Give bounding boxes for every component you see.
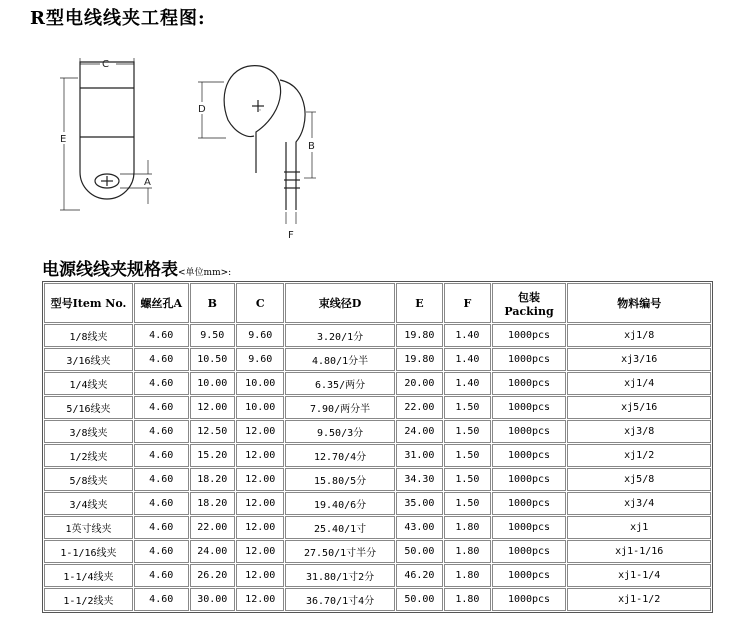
cell-b: 18.20: [190, 468, 235, 491]
cell-d: 12.70/4分: [285, 444, 394, 467]
cell-b: 9.50: [190, 324, 235, 347]
cell-c: 12.00: [236, 588, 285, 611]
cell-code: xj1/4: [567, 372, 711, 395]
cell-e: 20.00: [396, 372, 444, 395]
cell-pack: 1000pcs: [492, 348, 567, 371]
cell-a: 4.60: [134, 372, 189, 395]
cell-pack: 1000pcs: [492, 564, 567, 587]
cell-c: 9.60: [236, 348, 285, 371]
cell-e: 22.00: [396, 396, 444, 419]
cell-d: 19.40/6分: [285, 492, 394, 515]
cell-code: xj5/8: [567, 468, 711, 491]
table-row: [44, 492, 711, 515]
cell-b: 15.20: [190, 444, 235, 467]
cell-e: 46.20: [396, 564, 444, 587]
page-title: R型电线线夹工程图:: [30, 8, 206, 29]
cell-code: xj1-1/4: [567, 564, 711, 587]
table-row: [44, 468, 711, 491]
cell-d: 7.90/两分半: [285, 396, 394, 419]
cell-pack: 1000pcs: [492, 444, 567, 467]
cell-model: 1英寸线夹: [44, 516, 133, 539]
label-a: A: [144, 177, 151, 188]
cell-c: 12.00: [236, 516, 285, 539]
cell-a: 4.60: [134, 588, 189, 611]
cell-c: 10.00: [236, 372, 285, 395]
cell-model: 1-1/2线夹: [44, 588, 133, 611]
header-c: C: [236, 283, 285, 323]
table-unit: <单位mm>:: [178, 268, 232, 278]
cell-e: 50.00: [396, 588, 444, 611]
cell-code: xj1/2: [567, 444, 711, 467]
cell-code: xj3/4: [567, 492, 711, 515]
cell-pack: 1000pcs: [492, 588, 567, 611]
cell-c: 12.00: [236, 444, 285, 467]
cell-f: 1.40: [444, 324, 490, 347]
cell-model: 3/4线夹: [44, 492, 133, 515]
cell-c: 12.00: [236, 540, 285, 563]
cell-pack: 1000pcs: [492, 420, 567, 443]
cell-code: xj5/16: [567, 396, 711, 419]
cell-code: xj1/8: [567, 324, 711, 347]
header-model: 型号Item No.: [44, 283, 133, 323]
cell-a: 4.60: [134, 444, 189, 467]
table-row: [44, 348, 711, 371]
table-row: [44, 420, 711, 443]
cell-model: 1/4线夹: [44, 372, 133, 395]
cell-d: 6.35/两分: [285, 372, 394, 395]
cell-f: 1.50: [444, 492, 490, 515]
cell-f: 1.50: [444, 468, 490, 491]
cell-f: 1.80: [444, 516, 490, 539]
header-screw: 螺丝孔A: [134, 283, 189, 323]
cell-pack: 1000pcs: [492, 492, 567, 515]
cell-d: 4.80/1分半: [285, 348, 394, 371]
cell-d: 36.70/1寸4分: [285, 588, 394, 611]
cell-b: 22.00: [190, 516, 235, 539]
cell-b: 24.00: [190, 540, 235, 563]
cell-a: 4.60: [134, 540, 189, 563]
header-bundle: 束线径D: [285, 283, 394, 323]
cell-a: 4.60: [134, 324, 189, 347]
cell-b: 10.50: [190, 348, 235, 371]
table-row: [44, 444, 711, 467]
cell-a: 4.60: [134, 468, 189, 491]
table-row: [44, 324, 711, 347]
table-row: [44, 540, 711, 563]
cell-model: 3/8线夹: [44, 420, 133, 443]
cell-model: 3/16线夹: [44, 348, 133, 371]
cell-pack: 1000pcs: [492, 468, 567, 491]
header-f: F: [444, 283, 490, 323]
cell-model: 1-1/4线夹: [44, 564, 133, 587]
cell-pack: 1000pcs: [492, 540, 567, 563]
cell-model: 1/8线夹: [44, 324, 133, 347]
cell-e: 34.30: [396, 468, 444, 491]
cell-pack: 1000pcs: [492, 516, 567, 539]
table-title: [42, 255, 231, 280]
cell-f: 1.80: [444, 540, 490, 563]
clamp-side-outline: [224, 66, 280, 173]
cell-b: 18.20: [190, 492, 235, 515]
cell-e: 19.80: [396, 324, 444, 347]
cell-model: 1/2线夹: [44, 444, 133, 467]
cell-d: 15.80/5分: [285, 468, 394, 491]
cell-b: 12.00: [190, 396, 235, 419]
table-row: [44, 396, 711, 419]
cell-code: xj3/16: [567, 348, 711, 371]
cell-c: 9.60: [236, 324, 285, 347]
cell-c: 12.00: [236, 468, 285, 491]
cell-e: 24.00: [396, 420, 444, 443]
cell-f: 1.50: [444, 444, 490, 467]
cell-a: 4.60: [134, 348, 189, 371]
cell-pack: 1000pcs: [492, 324, 567, 347]
label-e: E: [60, 134, 67, 145]
header-b: B: [190, 283, 235, 323]
header-packing-en: Packing: [504, 304, 554, 318]
cell-e: 19.80: [396, 348, 444, 371]
table-title-text: 电源线线夹规格表: [42, 260, 178, 280]
cell-pack: 1000pcs: [492, 396, 567, 419]
cell-code: xj1: [567, 516, 711, 539]
table-row: [44, 588, 711, 611]
header-packing-cn: 包装: [518, 290, 541, 304]
table-row: [44, 516, 711, 539]
cell-a: 4.60: [134, 396, 189, 419]
header-material: 物料编号: [567, 283, 711, 323]
cell-c: 12.00: [236, 492, 285, 515]
cell-b: 12.50: [190, 420, 235, 443]
cell-b: 10.00: [190, 372, 235, 395]
header-e: E: [396, 283, 444, 323]
cell-d: 25.40/1寸: [285, 516, 394, 539]
cell-f: 1.80: [444, 564, 490, 587]
spec-table: [42, 281, 713, 613]
cell-e: 35.00: [396, 492, 444, 515]
cell-d: 3.20/1分: [285, 324, 394, 347]
cell-a: 4.60: [134, 516, 189, 539]
label-f: F: [288, 230, 294, 241]
cell-e: 50.00: [396, 540, 444, 563]
cell-code: xj1-1/16: [567, 540, 711, 563]
table-row: [44, 372, 711, 395]
cell-f: 1.50: [444, 396, 490, 419]
cell-f: 1.50: [444, 420, 490, 443]
cell-model: 5/8线夹: [44, 468, 133, 491]
cell-d: 31.80/1寸2分: [285, 564, 394, 587]
cell-c: 10.00: [236, 396, 285, 419]
label-d: D: [198, 104, 206, 115]
cell-d: 9.50/3分: [285, 420, 394, 443]
cell-code: xj3/8: [567, 420, 711, 443]
cell-model: 1-1/16线夹: [44, 540, 133, 563]
table-row: [44, 564, 711, 587]
header-packing: [492, 283, 567, 323]
label-b: B: [308, 141, 315, 152]
cell-code: xj1-1/2: [567, 588, 711, 611]
cell-pack: 1000pcs: [492, 372, 567, 395]
cell-b: 30.00: [190, 588, 235, 611]
cell-c: 12.00: [236, 420, 285, 443]
cell-c: 12.00: [236, 564, 285, 587]
cell-e: 31.00: [396, 444, 444, 467]
cell-a: 4.60: [134, 420, 189, 443]
cell-b: 26.20: [190, 564, 235, 587]
cell-d: 27.50/1寸半分: [285, 540, 394, 563]
label-c: C: [102, 59, 109, 70]
cell-a: 4.60: [134, 492, 189, 515]
cell-e: 43.00: [396, 516, 444, 539]
engineering-drawing: [40, 42, 340, 242]
cell-model: 5/16线夹: [44, 396, 133, 419]
cell-f: 1.40: [444, 372, 490, 395]
cell-a: 4.60: [134, 564, 189, 587]
cell-f: 1.40: [444, 348, 490, 371]
table-header-row: [44, 283, 711, 323]
cell-f: 1.80: [444, 588, 490, 611]
